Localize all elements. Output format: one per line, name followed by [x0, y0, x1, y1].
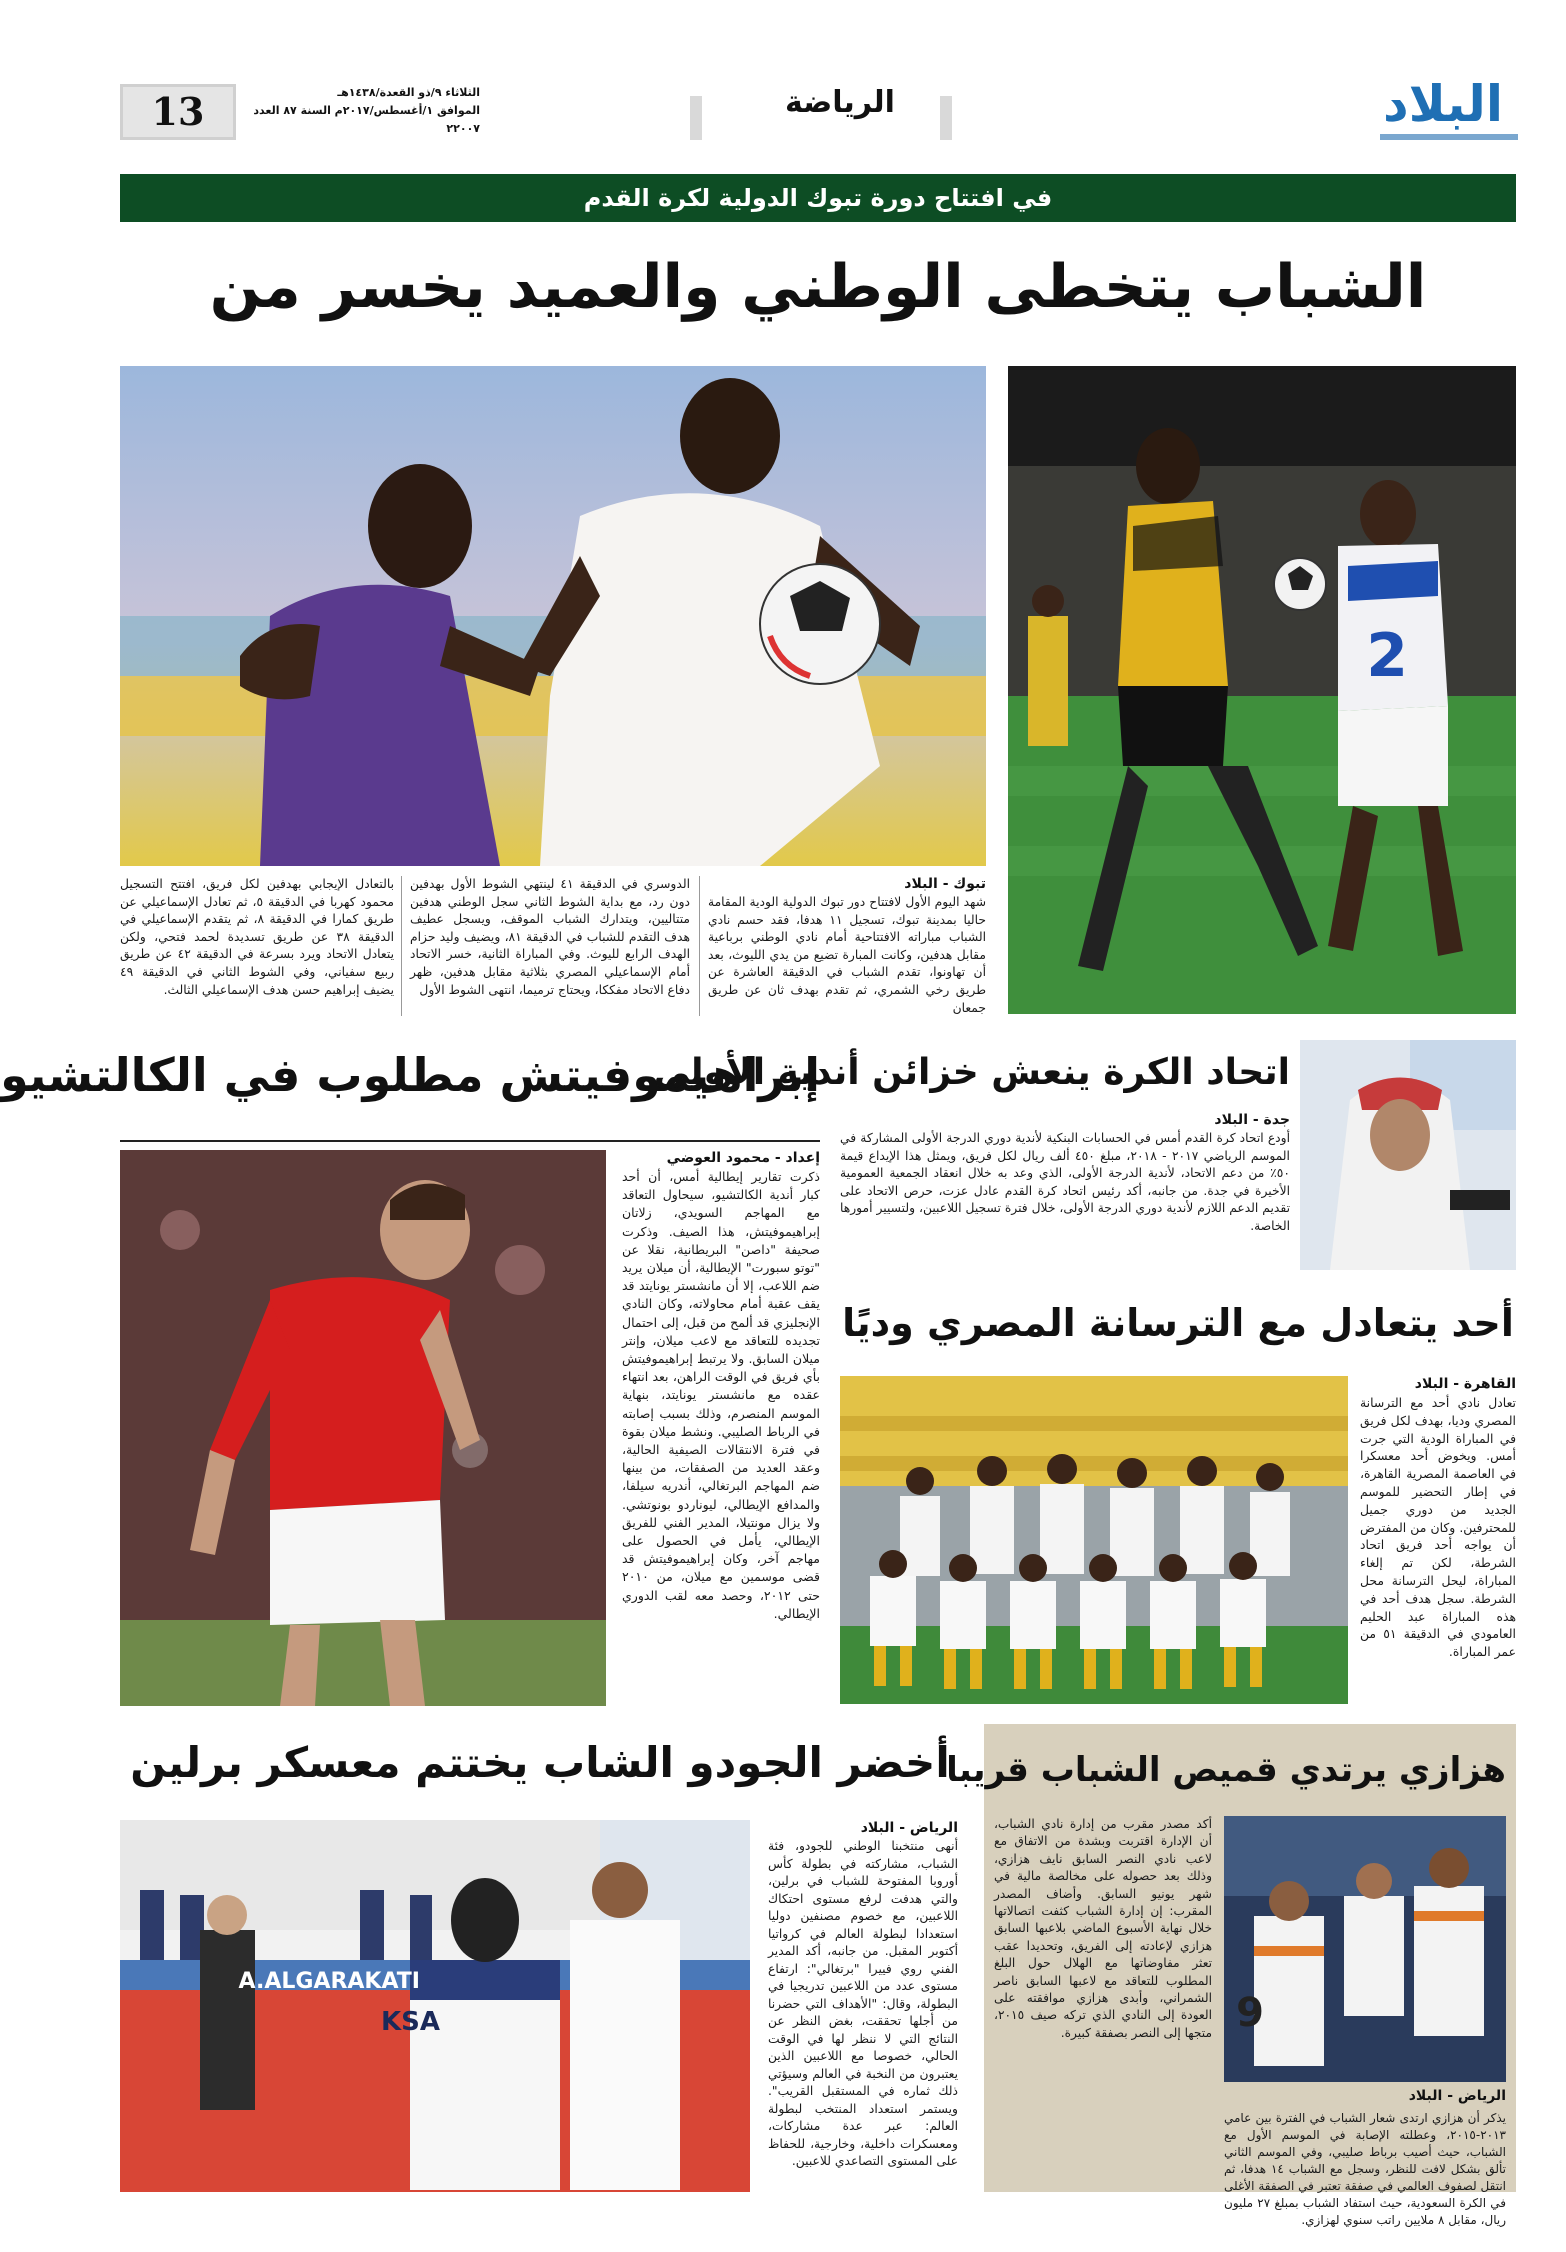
ohod-story — [1360, 1376, 1516, 1694]
hazazi-headline: هزازي يرتدي قميص الشباب قريبا — [946, 1750, 1506, 1790]
dateline-issue: الموافق ١/أغسطس/٢٠١٧م السنة ٨٧ العدد ٢٢٠٠٧ — [253, 104, 480, 135]
main-story-byline: تبوك - البلاد — [904, 876, 986, 892]
svg-text:2: 2 — [1366, 621, 1408, 691]
photo-judo — [120, 1820, 750, 2192]
kicker-banner: في افتتاح دورة تبوك الدولية لكرة القدم — [120, 174, 1516, 222]
ohod-byline: القاهرة - البلاد — [1414, 1376, 1516, 1392]
main-story-text-1: شهد اليوم الأول لافتتاح دور تبوك الدولية الودية المقامة حاليا بمدينة تبوك، تسجيل ١١ هدفا، فقد حسم نادي الشباب مباراته الافتتاحية أمام نادي الوطني برباعية مقابل هدفين، وكانت المبارة تضيع من يدي الليوث، بعد أن تهاونوا، تقدم الشباب في الدقيقة العاشرة عن طريق رخي الشمري، ثم تقدم بهدف ثان عن طريق جمعان — [708, 895, 986, 1015]
hazazi-text-left: أكد مصدر مقرب من إدارة نادي الشباب، أن الإدارة اقتربت وبشدة من الاتفاق مع لاعب نادي النصر السابق نايف هزازي، وذلك بعد حصوله على مخالصة مالية في شهر يونيو السابق. وأضاف المصدر المقرب: إن إدارة الشباب كثفت اتصالاتها خلال نهاية الأسبوع الماضي بلاعبها السابق هزازي لإعادته إلى الفريق، وتحديدا عقب تعثر مفاوضاتها مع الهلال حول البلغ المطلوب للتعاقد مع لاعبها السابق ناصر الشمراني، وأبدى هزازي موافقته على العودة إلى النادي الذي تركه صيف ٢٠١٥، متجها إلى النصر بصفقة كبيرة. — [994, 1817, 1212, 2040]
main-headline: الشباب يتخطى الوطني والعميد يخسر من — [209, 252, 1427, 322]
svg-text:9: 9 — [1236, 1990, 1264, 2036]
photo-ittihad-vs-ismaily — [1008, 366, 1516, 1014]
page-number: 13 — [120, 84, 236, 140]
photo-ibrahimovic — [120, 1150, 606, 1706]
ohod-headline: أحد يتعادل مع الترسانة المصري وديًا — [842, 1301, 1514, 1345]
photo-federation-official — [1300, 1040, 1516, 1270]
federation-byline: جدة - البلاد — [1214, 1112, 1290, 1128]
column-rule — [401, 876, 402, 1016]
federation-story — [840, 1112, 1290, 1254]
photo-hazazi — [1224, 1816, 1506, 2082]
ibra-headline: إبراهيموفيتش مطلوب في الكالتشيو — [0, 1048, 820, 1102]
dateline-day: الثلاثاء ٩/ذو القعدة/١٤٣٨هـ — [337, 86, 480, 99]
judogi-country: KSA — [381, 2007, 440, 2037]
federation-text: أودع اتحاد كرة القدم أمس في الحسابات البنكية لأندية دوري الدرجة الأولى المشاركة في الموسم الرياضي ٢٠١٧ - ٢٠١٨، مبلغ ٤٥٠ ألف ريال لكل فريق، ويمثل هذا الإيداع قيمة ٥٠٪ من دعم الاتحاد، لأندية الدرجة الأولى، الذي وعد به خلال انعقاد الجمعية العمومية الأخيرة في جدة. من جانبه، أكد رئيس اتحاد كرة القدم عادل عزت، حرص الاتحاد على تقديم الدعم اللازم لأندية دوري الدرجة الأولى، خلال فترة تسجيل اللاعبين، ولتسيير أمورها الخاصة. — [840, 1131, 1290, 1233]
judo-headline: أخضر الجودو الشاب يختتم معسكر برلين — [130, 1738, 950, 1787]
main-story-col1 — [708, 876, 986, 1034]
ibra-text: ذكرت تقارير إيطالية أمس، أن أحد كبار أندية الكالتشيو، سيحاول التعاقد مع المهاجم السويدي، زلاتان إبراهيموفيتش، هذا الصيف. وذكرت صحيفة "داصن" البريطانية، نقلا عن "توتو سبورت" الإيطالية، أن ميلان يريد ضم اللاعب، إلا أن مانشستر يونايتد قد يقف عقبة أمام محاولاته، وكان النادي الإنجليزي قد ألمح من قبل، إلى احتمال تجديده للتعاقد مع لاعب ميلان، وإنتر ميلان السابق. ولا يرتبط إبراهيموفيتش بأي فريق في الوقت الراهن، بعد انتهاء عقده مع مانشستر يونايتد، بنهاية الموسم المنصرم، وذلك بسبب إصابته في الرباط الصليبي. ونشط ميلان بقوة في فترة الانتقالات الصيفية الحالية، وعقد العديد من الصفقات، من بينها ضم المهاجم البرتغالي، أندريه سيلفا، والمدافع الإيطالي، ليوناردو بونوتشي. ولا يزال مونتيلا، المدير الفني للفريق الإيطالي، يأمل في الحصول على مهاجم آخر، وكان إبراهيموفيتش قد قضى موسمين مع ميلان، من ٢٠١٠ حتى ٢٠١٢، وحصد معه لقب الدوري الإيطالي. — [622, 1169, 820, 1621]
judo-byline: الرياض - البلاد — [860, 1820, 958, 1836]
section-title: الرياضة — [785, 85, 895, 120]
hazazi-story-right — [1224, 2088, 1506, 2106]
newspaper-logo: البلاد — [1383, 75, 1503, 133]
column-rule — [699, 876, 700, 1016]
judo-text: أنهى منتخبنا الوطني للجودو، فئة الشباب، مشاركته في بطولة كأس أوروبا المفتوحة للشباب في برلين، والتي هدفت لرفع مستوى احتكاك اللاعبين، مع خصوم مصنفين دوليا استعدادا لبطولة العالم في كرواتيا أكتوبر المقبل. من جانبه، أكد المدير الفني روي فييرا "برتغالي": ارتفاع مستوى عدد من اللاعبين تدريجيا في البطولة، وقال: "الأهداف التي حضرنا من أجلها تحققت، بغض النظر عن النتائج التي لا ننظر لها في الوقت الحالي، خصوصا مع اللاعبين الذين يعتبرون من النخبة في العالم وسيؤتي ذلك ثماره في المستقبل القريب". ويستمر استعداد المنتخب لبطولة العالم: عبر عدة مشاركات، ومعسكرات داخلية، وخارجية، للحفاظ على المستوى التصاعدي للاعبين. — [768, 1839, 958, 2168]
ibra-byline: إعداد - محمود العوضي — [666, 1150, 820, 1166]
judogi-name: A.ALGARAKATI — [238, 1969, 420, 1994]
photo-shabab-vs-alwatani — [120, 366, 986, 866]
hazazi-byline: الرياض - البلاد — [1408, 2088, 1506, 2104]
federation-headline: اتحاد الكرة ينعش خزائن أندية الأولى — [653, 1052, 1290, 1093]
logo-underline — [1380, 134, 1518, 140]
main-story-text-2: الدوسري في الدقيقة ٤١ لينتهي الشوط الأول بهدفين دون رد، مع بداية الشوط الثاني سجل الوطني هدفين متتاليين، ويتدارك الشباب الموقف، ويسجل عطيف هدف التقدم للشباب في الدقيقة ٨١، ويضيف وليد حزام الهدف الرابع لليوث. وفي المباراة الثانية، خسر الاتحاد أمام الإسماعيلي المصري بثلاثية مقابل هدفين، ظهر دفاع الاتحاد مفككا، ويحتاج ترميما، انتهى الشوط الأول — [410, 877, 690, 997]
ibra-rule — [120, 1140, 820, 1142]
main-story-text-3: بالتعادل الإيجابي بهدفين لكل فريق، افتتح التسجيل محمود كهربا في الدقيقة ٥، ثم تعادل الإسماعيلي عن طريق كمارا في الدقيقة ٨، ثم يتقدم الإسماعيلي في الدقيقة ٣٨ عن طريق تسديدة لحمد فتحي، ولكن يتعادل الاتحاد ويرد بسرعة في الدقيقة ٤٢ عن طريق ربيع سفياني، وفي الشوط الثاني في الدقيقة ٤٩ يضيف إبراهيم حسن هدف الإسماعيلي الثالث. — [120, 877, 394, 997]
judo-story — [768, 1820, 958, 2218]
hazazi-text-right: يذكر أن هزازي ارتدى شعار الشباب في الفترة بين عامي ٢٠١٣-٢٠١٥، وعطلته الإصابة في الموسم الأول مع الشباب، حيث أصيب برباط صليبي، وفي الموسم الثاني تألق بشكل لافت للنظر، وسجل مع الشباب ١٤ هدفا، ثم انتقل لصفوف العالمي في صفقة تعتبر في الصفقة الأغلى في الكرة السعودية، حيث استفاد الشباب بمبلغ ٢٧ مليون ريال، مقابل ٨ ملايين راتب سنوي لهزازي. — [1224, 2111, 1506, 2227]
ohod-text: تعادل نادي أحد مع الترسانة المصري وديا، بهدف لكل فريق في المباراة الودية التي جرت أمس. ويخوض أحد معسكرا في العاصمة المصرية القاهرة، في إطار التحضير للموسم الجديد من دوري جميل للمحترفين. وكان من المفترض أن يواجه أحد فريق اتحاد الشرطة، لكن تم إلغاء المباراة، ليحل الترسانة محل الشرطة. سجل هدف أحد في هذه المباراة عبد الحليم العامودي في الدقيقة ٥١ من عمر المباراة. — [1360, 1395, 1516, 1660]
dateline — [250, 84, 480, 140]
ibra-story — [622, 1150, 820, 1708]
header-divider-left — [690, 96, 702, 140]
photo-ohod-team — [840, 1376, 1348, 1704]
